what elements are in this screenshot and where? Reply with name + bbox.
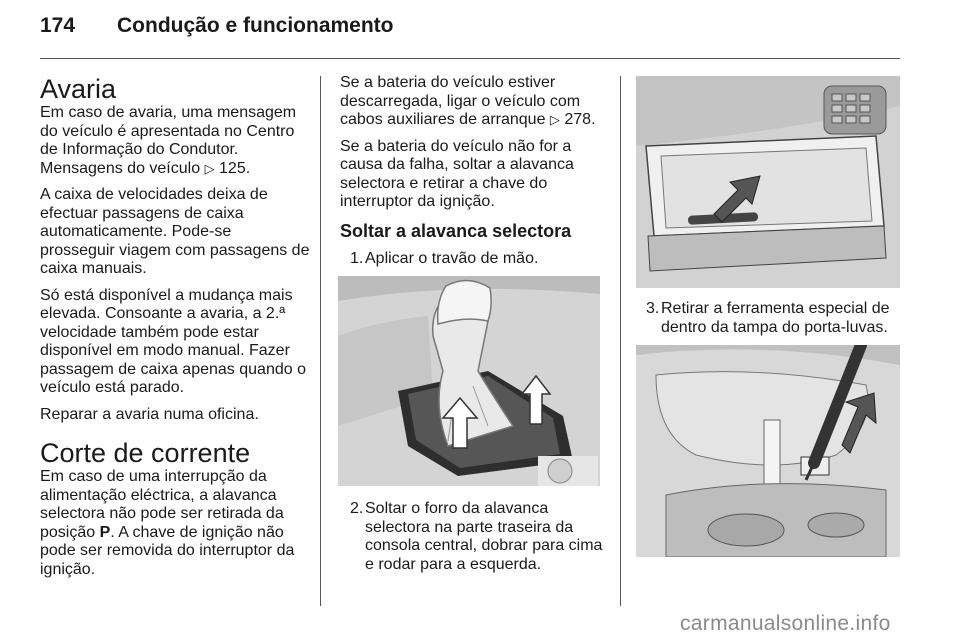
heading-corte-de-corrente: Corte de corrente (40, 438, 251, 468)
header-rule (40, 58, 900, 59)
page-ref-arrow-icon: ▷ (549, 112, 560, 127)
column-2 (340, 74, 608, 582)
paragraph-jump-start: Se a bateria do veículo estiver descarregada, ligar o veículo com cabos auxiliares de arranque ▷ 278. (340, 74, 596, 128)
gear-lever-illustration (338, 276, 600, 486)
page-ref-arrow-icon: ▷ (204, 160, 215, 176)
step-3: 3. Retirar a ferramenta especial de dentro da tampa do porta-luvas. (646, 300, 890, 336)
paragraph-avaria-message: Em caso de avaria, uma mensagem do veículo é apresentada no Centro de Informação do Condutor. Mensagens do veículo ▷ 125. (40, 104, 297, 177)
paragraph-manual-shifting: A caixa de velocidades deixa de efectuar passagens de caixa automaticamente. Pode-se prosseguir viagem com passagens de caixa manuais. (40, 186, 310, 277)
step-2: 2. Soltar o forro da alavanca selectora na parte traseira da consola central, dobrar para cima e rodar para a esquerda. (350, 500, 603, 573)
heading-soltar-alavanca: Soltar a alavanca selectora (340, 220, 572, 241)
paragraph-repair: Reparar a avaria numa oficina. (40, 405, 259, 423)
page-number: 174 (40, 14, 76, 37)
watermark: carmanualsonline.info (680, 612, 891, 635)
step-1: 1. Aplicar o travão de mão. (350, 249, 539, 267)
glovebox-illustration (636, 76, 900, 288)
heading-avaria: Avaria (40, 74, 117, 104)
chapter-title: Condução e funcionamento (117, 14, 394, 37)
paragraph-release-lever: Se a bateria do veículo não for a causa da falha, soltar a alavanca selectora e retirar a chave do interruptor da ignição. (340, 137, 574, 210)
special-tool-illustration (636, 345, 900, 557)
column-divider-1 (320, 76, 321, 606)
paragraph-highest-gear: Só está disponível a mudança mais elevada. Consoante a avaria, a 2.ª velocidade também pode estar disponível em modo manual. Fazer passagem de caixa apenas quando o veículo está parado. (40, 286, 306, 396)
column-3 (636, 74, 900, 557)
column-divider-2 (620, 76, 621, 606)
paragraph-power-cut: Em caso de uma interrupção da alimentação eléctrica, a alavanca selectora não pode ser retirada da posição P. A chave de ignição não pode ser removida do interruptor da ignição. (40, 468, 295, 578)
column-1 (40, 74, 310, 587)
